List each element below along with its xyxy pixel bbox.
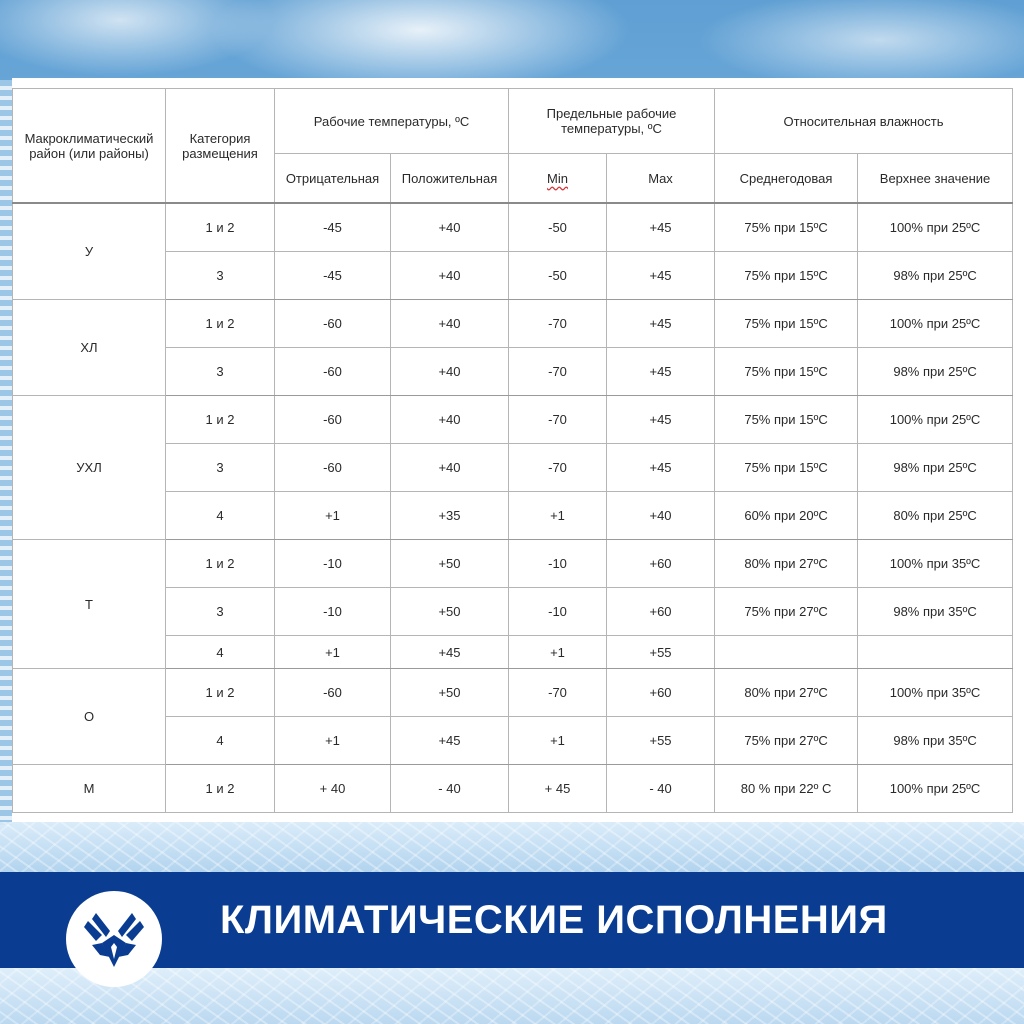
category-cell: 1 и 2 <box>166 669 275 717</box>
max-cell: +45 <box>607 300 715 348</box>
upper-humidity-cell: 98% при 25ºС <box>858 444 1013 492</box>
avg-humidity-cell: 75% при 27ºС <box>715 717 858 765</box>
min-cell: -50 <box>509 203 607 252</box>
min-cell: -10 <box>509 540 607 588</box>
max-cell: - 40 <box>607 765 715 813</box>
max-cell: +40 <box>607 492 715 540</box>
category-cell: 3 <box>166 444 275 492</box>
zone-cell: М <box>13 765 166 813</box>
avg-humidity-cell <box>715 636 858 669</box>
category-cell: 4 <box>166 636 275 669</box>
min-cell: -70 <box>509 396 607 444</box>
header-limit-temp: Предельные рабочие температуры, ºС <box>509 89 715 154</box>
positive-cell: +40 <box>391 252 509 300</box>
max-cell: +60 <box>607 669 715 717</box>
negative-cell: -60 <box>275 444 391 492</box>
table-row <box>13 765 1013 813</box>
negative-cell: +1 <box>275 492 391 540</box>
stylized-deer-head-icon <box>66 891 162 987</box>
avg-humidity-cell: 60% при 20ºС <box>715 492 858 540</box>
avg-humidity-cell: 80% при 27ºС <box>715 669 858 717</box>
header-operating-temp: Рабочие температуры, ºС <box>275 89 509 154</box>
positive-cell: +40 <box>391 348 509 396</box>
climate-table <box>12 88 1013 813</box>
header-min-label: Min <box>547 170 568 186</box>
banner-title: КЛИМАТИЧЕСКИЕ ИСПОЛНЕНИЯ <box>220 898 888 942</box>
max-cell: +60 <box>607 588 715 636</box>
category-cell: 3 <box>166 252 275 300</box>
upper-humidity-cell: 100% при 35ºС <box>858 669 1013 717</box>
category-cell: 4 <box>166 492 275 540</box>
negative-cell: + 40 <box>275 765 391 813</box>
category-cell: 3 <box>166 348 275 396</box>
avg-humidity-cell: 75% при 15ºС <box>715 396 858 444</box>
negative-cell: -10 <box>275 588 391 636</box>
upper-humidity-cell: 98% при 25ºС <box>858 252 1013 300</box>
min-cell: -50 <box>509 252 607 300</box>
positive-cell: +45 <box>391 717 509 765</box>
positive-cell: +50 <box>391 669 509 717</box>
upper-humidity-cell: 80% при 25ºС <box>858 492 1013 540</box>
negative-cell: -45 <box>275 252 391 300</box>
upper-humidity-cell: 100% при 25ºС <box>858 203 1013 252</box>
min-cell: -70 <box>509 669 607 717</box>
table-row <box>13 669 1013 717</box>
avg-humidity-cell: 75% при 15ºС <box>715 203 858 252</box>
min-cell: +1 <box>509 636 607 669</box>
min-cell: +1 <box>509 492 607 540</box>
positive-cell: +40 <box>391 444 509 492</box>
avg-humidity-cell: 75% при 15ºС <box>715 444 858 492</box>
positive-cell: - 40 <box>391 765 509 813</box>
zone-cell: О <box>13 669 166 765</box>
negative-cell: -60 <box>275 396 391 444</box>
upper-humidity-cell: 100% при 25ºС <box>858 765 1013 813</box>
header-annual-avg: Среднегодовая <box>715 154 858 204</box>
category-cell: 1 и 2 <box>166 203 275 252</box>
upper-humidity-cell: 100% при 25ºС <box>858 396 1013 444</box>
negative-cell: -10 <box>275 540 391 588</box>
upper-humidity-cell: 98% при 35ºС <box>858 588 1013 636</box>
avg-humidity-cell: 80 % при 22º С <box>715 765 858 813</box>
category-cell: 1 и 2 <box>166 396 275 444</box>
negative-cell: -60 <box>275 348 391 396</box>
max-cell: +55 <box>607 717 715 765</box>
header-category: Категория размещения <box>166 89 275 204</box>
negative-cell: -60 <box>275 300 391 348</box>
min-cell: +1 <box>509 717 607 765</box>
table-row <box>13 300 1013 348</box>
upper-humidity-cell: 98% при 35ºС <box>858 717 1013 765</box>
category-cell: 4 <box>166 717 275 765</box>
table-row <box>13 396 1013 444</box>
min-cell: -70 <box>509 444 607 492</box>
table-row <box>13 540 1013 588</box>
zone-cell: У <box>13 203 166 300</box>
category-cell: 1 и 2 <box>166 765 275 813</box>
max-cell: +45 <box>607 252 715 300</box>
min-cell: -70 <box>509 300 607 348</box>
zone-cell: Т <box>13 540 166 669</box>
max-cell: +45 <box>607 348 715 396</box>
positive-cell: +40 <box>391 300 509 348</box>
negative-cell: -45 <box>275 203 391 252</box>
positive-cell: +40 <box>391 203 509 252</box>
table-sheet <box>12 78 1024 822</box>
category-cell: 1 и 2 <box>166 300 275 348</box>
upper-humidity-cell: 100% при 25ºС <box>858 300 1013 348</box>
upper-humidity-cell: 100% при 35ºС <box>858 540 1013 588</box>
positive-cell: +50 <box>391 588 509 636</box>
header-negative: Отрицательная <box>275 154 391 204</box>
negative-cell: +1 <box>275 636 391 669</box>
max-cell: +45 <box>607 444 715 492</box>
header-row-1 <box>13 89 1013 154</box>
avg-humidity-cell: 80% при 27ºС <box>715 540 858 588</box>
header-max: Max <box>607 154 715 204</box>
avg-humidity-cell: 75% при 15ºС <box>715 252 858 300</box>
positive-cell: +35 <box>391 492 509 540</box>
frost-edge-left <box>0 80 12 825</box>
min-cell: -70 <box>509 348 607 396</box>
positive-cell: +40 <box>391 396 509 444</box>
category-cell: 1 и 2 <box>166 540 275 588</box>
avg-humidity-cell: 75% при 15ºС <box>715 300 858 348</box>
negative-cell: +1 <box>275 717 391 765</box>
max-cell: +60 <box>607 540 715 588</box>
table-row <box>13 203 1013 252</box>
header-humidity: Относительная влажность <box>715 89 1013 154</box>
zone-cell: ХЛ <box>13 300 166 396</box>
max-cell: +45 <box>607 203 715 252</box>
category-cell: 3 <box>166 588 275 636</box>
avg-humidity-cell: 75% при 15ºС <box>715 348 858 396</box>
positive-cell: +50 <box>391 540 509 588</box>
upper-humidity-cell <box>858 636 1013 669</box>
min-cell: -10 <box>509 588 607 636</box>
negative-cell: -60 <box>275 669 391 717</box>
header-min <box>509 154 607 204</box>
frost-band-middle <box>0 822 1024 872</box>
upper-humidity-cell: 98% при 25ºС <box>858 348 1013 396</box>
positive-cell: +45 <box>391 636 509 669</box>
header-region: Макроклиматический район (или районы) <box>13 89 166 204</box>
header-upper-value: Верхнее значение <box>858 154 1013 204</box>
max-cell: +55 <box>607 636 715 669</box>
min-cell: + 45 <box>509 765 607 813</box>
max-cell: +45 <box>607 396 715 444</box>
avg-humidity-cell: 75% при 27ºС <box>715 588 858 636</box>
zone-cell: УХЛ <box>13 396 166 540</box>
header-positive: Положительная <box>391 154 509 204</box>
